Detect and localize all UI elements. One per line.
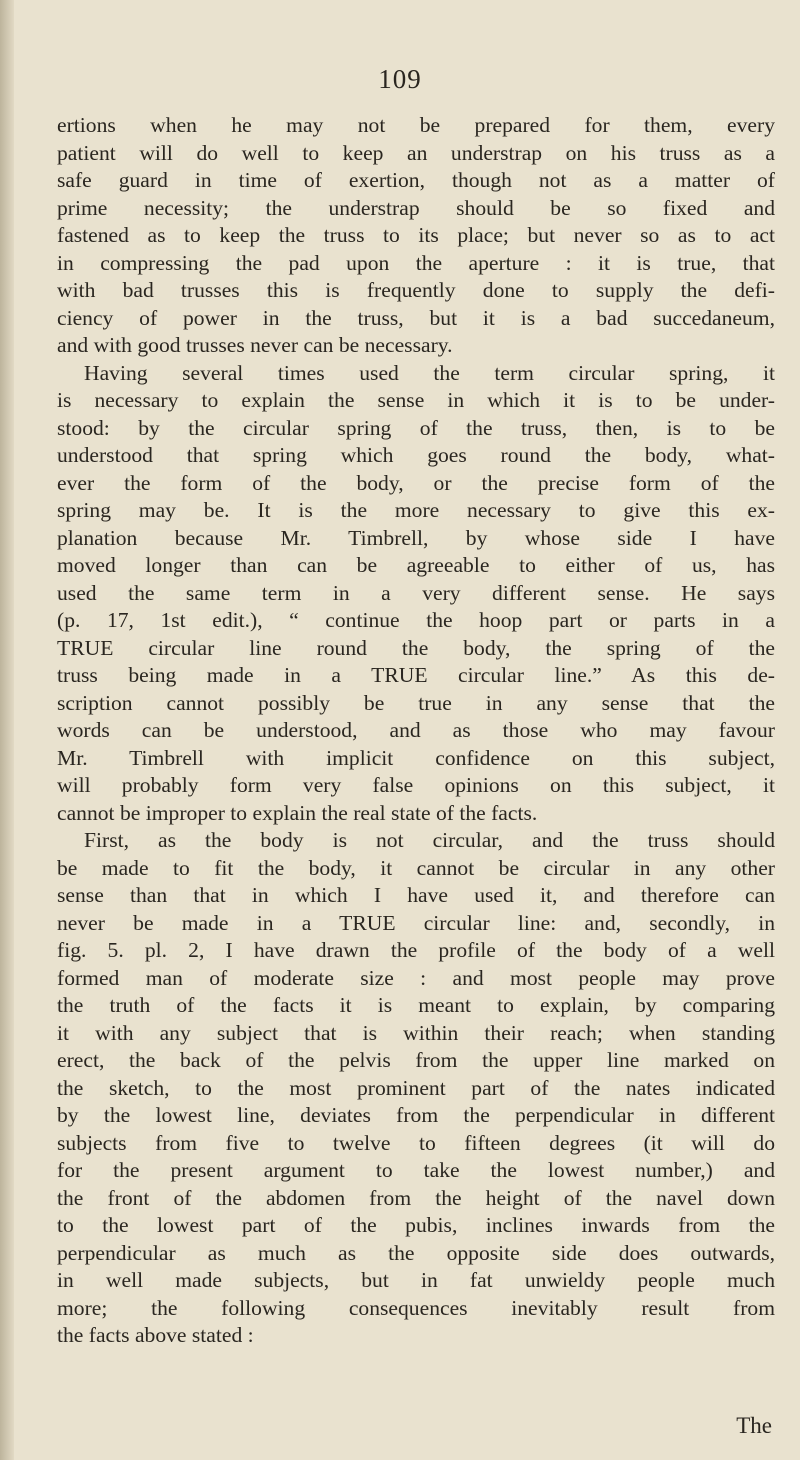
text-line: words can be understood, and as those who may favour bbox=[57, 718, 775, 742]
text-line: and with good trusses never can be necessary. bbox=[57, 333, 453, 357]
text-line: TRUE circular line round the body, the spring of the bbox=[57, 635, 775, 660]
text-line: more; the following consequences inevitably result from bbox=[57, 1295, 775, 1320]
text-line: planation because Mr. Timbrell, by whose side I have bbox=[57, 525, 775, 550]
text-line: the facts above stated : bbox=[57, 1323, 254, 1347]
text-line: perpendicular as much as the opposite side does outwards, bbox=[57, 1240, 775, 1265]
text-line: sense than that in which I have used it, and therefore can bbox=[57, 883, 775, 907]
text-line: with bad trusses this is frequently done to supply the defi- bbox=[57, 278, 775, 302]
text-line: ciency of power in the truss, but it is a bad succedaneum, bbox=[57, 305, 775, 330]
text-line: the sketch, to the most prominent part of the nates indicated bbox=[57, 1075, 775, 1100]
text-line: fig. 5. pl. 2, I have drawn the profile of the body of a well bbox=[57, 938, 775, 962]
page-edge bbox=[0, 0, 14, 1460]
text-line: used the same term in a very different sense. He says bbox=[57, 580, 775, 605]
text-line: understood that spring which goes round the body, what- bbox=[57, 443, 775, 467]
text-line: scription cannot possibly be true in any sense that the bbox=[57, 690, 775, 715]
text-line: formed man of moderate size : and most people may prove bbox=[57, 965, 775, 990]
text-line: the front of the abdomen from the height of the navel down bbox=[57, 1185, 775, 1210]
text-line: subjects from five to twelve to fifteen degrees (it will do bbox=[57, 1130, 775, 1155]
text-line: for the present argument to take the lowest number,) and bbox=[57, 1158, 775, 1182]
text-line: spring may be. It is the more necessary to give this ex- bbox=[57, 498, 775, 522]
text-line: truss being made in a TRUE circular line.” As this de- bbox=[57, 663, 775, 687]
text-line: to the lowest part of the pubis, inclines inwards from the bbox=[57, 1213, 775, 1237]
text-line: in well made subjects, but in fat unwieldy people much bbox=[57, 1268, 775, 1292]
text-line: be made to fit the body, it cannot be circular in any other bbox=[57, 855, 775, 880]
text-line: moved longer than can be agreeable to either of us, has bbox=[57, 553, 775, 577]
body-text bbox=[57, 112, 775, 1350]
text-line: ever the form of the body, or the precise form of the bbox=[57, 470, 775, 495]
page-number: 109 bbox=[378, 64, 422, 94]
text-line: by the lowest line, deviates from the perpendicular in different bbox=[57, 1103, 775, 1127]
text-line: will probably form very false opinions on this subject, it bbox=[57, 773, 775, 797]
text-line: patient will do well to keep an understrap on his truss as a bbox=[57, 140, 775, 165]
text-line: ertions when he may not be prepared for them, every bbox=[57, 113, 775, 137]
text-line: it with any subject that is within their reach; when standing bbox=[57, 1020, 775, 1045]
text-line: safe guard in time of exertion, though not as a matter of bbox=[57, 168, 775, 192]
text-line: fastened as to keep the truss to its place; but never so as to act bbox=[57, 223, 775, 247]
text-line: prime necessity; the understrap should be so fixed and bbox=[57, 195, 775, 220]
text-line: in compressing the pad upon the aperture : it is true, that bbox=[57, 250, 775, 275]
text-line: First, as the body is not circular, and the truss should bbox=[84, 828, 775, 852]
text-line: Mr. Timbrell with implicit confidence on this subject, bbox=[57, 745, 775, 770]
text-line: Having several times used the term circular spring, it bbox=[84, 360, 775, 385]
text-line: the truth of the facts it is meant to explain, by comparing bbox=[57, 993, 775, 1017]
text-line: cannot be improper to explain the real state of the facts. bbox=[57, 800, 538, 825]
text-line: erect, the back of the pelvis from the upper line marked on bbox=[57, 1048, 775, 1072]
text-line: stood: by the circular spring of the truss, then, is to be bbox=[57, 415, 775, 440]
catchword: The bbox=[736, 1413, 772, 1438]
text-line: is necessary to explain the sense in which it is to be under- bbox=[57, 388, 775, 412]
text-line: (p. 17, 1st edit.), “ continue the hoop part or parts in a bbox=[57, 608, 775, 632]
text-line: never be made in a TRUE circular line: and, secondly, in bbox=[57, 910, 775, 935]
